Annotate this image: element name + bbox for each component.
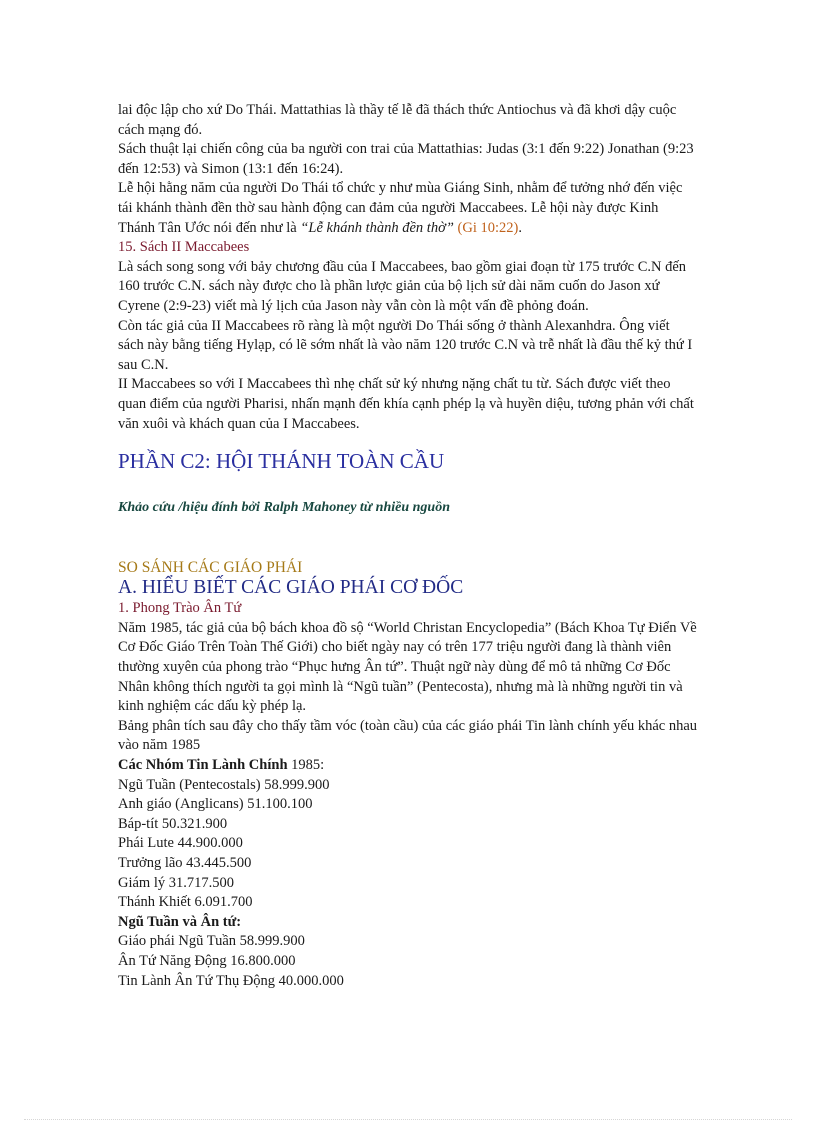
charis-line: Tin Lành Ân Tứ Thụ Động 40.000.000: [118, 972, 344, 989]
section-15-title: 15. Sách II Maccabees: [118, 239, 250, 256]
section-15-paragraph-1: Là sách song song với bảy chương đầu của I Maccabees, bao gồm giai đoạn từ 175 trước C.N đến 160 trước C.N. sách này được cho là phần lược giản của bộ lịch sử dài năm cuốn do Jason xứ Cyrene (2:9-23) viết mà lý lịch của Jason này vẫn còn là một vấn đề phỏng đoán.: [118, 258, 687, 314]
compare-paragraph-2: Bảng phân tích sau đây cho thấy tầm vóc (toàn cầu) của các giáo phái Tin lành chính yếu khác nhau vào năm 1985: [118, 717, 698, 754]
groups-heading: [118, 756, 698, 776]
group-line: Trưởng lão 43.445.500: [118, 855, 252, 871]
group-line: Anh giáo (Anglicans) 51.100.100: [118, 796, 313, 813]
page-bottom-divider: [24, 1119, 792, 1120]
compare-paragraph-1: Năm 1985, tác giả của bộ bách khoa đồ sộ “World Christan Encyclopedia” (Bách Khoa Tự Điển Về Cơ Đốc Giáo Trên Toàn Thế Giới) cho biết ngày nay có trên 177 triệu người đang là thành viên thường xuyên của phong trào “Phục hưng Ân tứ”. Thuật ngữ này dùng để mô tả những Cơ Đốc Nhân không thích người ta gọi mình là “Ngũ tuần” (Pentecosta), nhưng mà là những người tin và kinh nghiệm các dấu kỳ phép lạ.: [118, 619, 697, 715]
compare-heading: SO SÁNH CÁC GIÁO PHÁI: [118, 558, 303, 576]
compare-subheading: A. HIỂU BIẾT CÁC GIÁO PHÁI CƠ ĐỐC: [118, 577, 464, 599]
groups-year: 1985:: [287, 757, 325, 774]
section-15-paragraph-2: Còn tác giả của II Maccabees rõ ràng là một người Do Thái sống ở thành Alexanhdra. Ông viết sách này bằng tiếng Hylạp, có lẽ sớm nhất là vào năm 120 trước C.N và trễ nhất là đầu thế kỷ thứ I sau C.N.: [118, 317, 693, 373]
charis-line: Giáo phái Ngũ Tuần 58.999.900: [118, 933, 305, 950]
intro-paragraph-3: [118, 179, 698, 238]
group-line: Báp-tít 50.321.900: [118, 815, 228, 832]
group-line: Phái Lute 44.900.000: [118, 835, 243, 852]
scripture-reference: (Gi 10:22): [457, 219, 519, 236]
intro-paragraph-3-text: Lễ hội hằng năm của người Do Thái tổ chức y như mùa Giáng Sinh, nhằm để tưởng nhớ đến việc tái khánh thành đền thờ sau hành động can đảm của người Maccabees. Lễ hội này được Kinh Thánh Tân Ước nói đến như là: [118, 180, 683, 236]
group-line: Giám lý 31.717.500: [118, 874, 234, 891]
intro-paragraph-1: lai độc lập cho xứ Do Thái. Mattathias là thầy tế lễ đã thách thức Antiochus và đã khơi dậy cuộc cách mạng đó.: [118, 102, 677, 138]
part-heading: PHẦN C2: HỘI THÁNH TOÀN CẦU: [118, 449, 445, 474]
groups-label: Các Nhóm Tin Lành Chính: [118, 757, 288, 774]
group-line: Ngũ Tuần (Pentecostals) 58.999.900: [118, 776, 330, 793]
author-credit: Khảo cứu /hiệu đính bởi Ralph Mahoney từ nhiều nguồn: [118, 500, 451, 516]
intro-paragraph-2: Sách thuật lại chiến công của ba người con trai của Mattathias: Judas (3:1 đến 9:22) Jonathan (9:23 đến 12:53) và Simon (13:1 đến 16:24).: [118, 141, 694, 177]
group-line: Thánh Khiết 6.091.700: [118, 894, 253, 911]
section-15-paragraph-3: II Maccabees so với I Maccabees thì nhẹ chất sử ký nhưng nặng chất tu từ. Sách được viết theo quan điểm của người Pharisi, nhấn mạnh đến khía cạnh phép lạ và huyền diệu, tương phản với chất văn xuôi và khách quan của I Maccabees.: [118, 376, 694, 432]
charis-heading: Ngũ Tuần và Ân tứ:: [118, 913, 242, 930]
intro-quote: “Lễ khánh thành đền thờ”: [300, 219, 454, 236]
intro-paragraph-3-end: .: [518, 219, 522, 236]
item-1-title: 1. Phong Trào Ân Tứ: [118, 600, 242, 617]
document-page: [118, 101, 698, 991]
charis-line: Ân Tứ Năng Động 16.800.000: [118, 952, 296, 969]
